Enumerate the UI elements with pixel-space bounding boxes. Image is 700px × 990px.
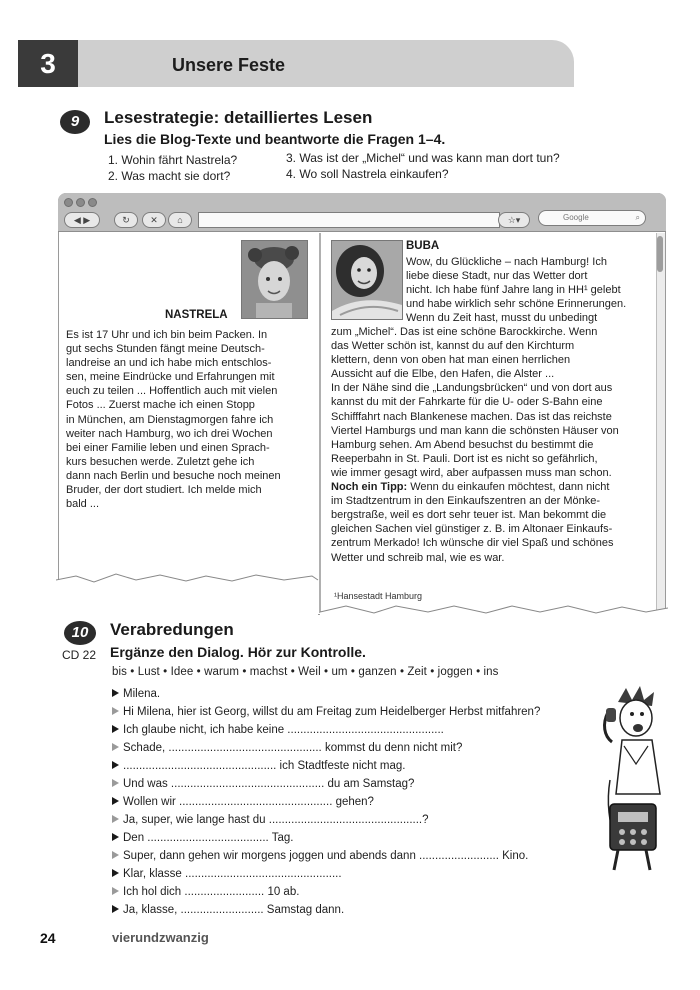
bookmark-star-icon[interactable]: ☆▾ <box>498 212 530 228</box>
question-4: 4. Wo soll Nastrela einkaufen? <box>286 167 449 181</box>
dialog-line: Ja, klasse, .......................... Samstag dann. <box>112 904 344 916</box>
nastrela-line: bald ... <box>66 498 100 511</box>
buba-line: Wow, du Glückliche – nach Hamburg! Ich <box>406 256 607 268</box>
nastrela-line: Es ist 17 Uhr und ich bin beim Packen. In <box>66 329 268 341</box>
buba-line: zum „Michel“. Das ist eine schöne Barockkirche. Wenn <box>331 326 598 338</box>
word-bank: bis • Lust • Idee • warum • machst • Weil • um • ganzen • Zeit • joggen • ins <box>112 666 499 678</box>
buba-name: BUBA <box>406 240 440 252</box>
dialog-line: Schade, ................................................ kommst du denn nicht mit? <box>112 742 462 754</box>
dialog-line: Den ...................................... Tag. <box>112 832 293 844</box>
tip-line: Wetter und schreib mal, wie es war. <box>331 551 505 564</box>
nastrela-line: landreise an und ich habe mich entschlos- <box>66 357 272 370</box>
footnote: ¹Hansestadt Hamburg <box>334 591 423 601</box>
speaker-arrow-icon <box>112 689 119 697</box>
speaker-arrow-icon <box>112 869 119 877</box>
question-3: 3. Was ist der „Michel“ und was kann man dort tun? <box>286 151 560 165</box>
dialog-line: Und was ................................................ du am Samstag? <box>112 778 414 790</box>
stop-icon[interactable]: ✕ <box>142 212 166 228</box>
nastrela-line: kurs besuchen werde. Zuletzt gehe ich <box>66 455 255 468</box>
tip-line: gleichen Sachen viel günstiger z. B. im Altonaer Einkaufs- <box>331 523 613 536</box>
search-input[interactable] <box>538 210 646 226</box>
dialog-line: Hi Milena, hier ist Georg, willst du am Freitag zum Heidelberger Herbst mitfahren? <box>112 706 540 718</box>
buba-blog-top <box>406 255 652 325</box>
buba-photo <box>331 240 403 320</box>
speaker-arrow-icon <box>112 815 119 823</box>
chapter-number: 3 <box>18 40 78 87</box>
back-forward-icon[interactable]: ◀ ▶ <box>64 212 100 228</box>
buba-line: klettern, denn von oben hat man einen herrlichen <box>331 354 571 367</box>
page-number: 24 <box>40 930 56 946</box>
chapter-title: Unsere Feste <box>172 55 286 75</box>
chapter-header-bar <box>18 40 574 87</box>
window-minimize-dot[interactable] <box>76 198 85 207</box>
buba-line: Viertel Hamburgs und man kann die schönsten Häuser von <box>331 424 619 437</box>
buba-blog-body <box>331 325 652 565</box>
exercise-9-number: 9 <box>60 110 90 134</box>
exercise-9-instruction: Lies die Blog-Texte und beantworte die Fragen 1–4. <box>104 131 446 147</box>
page-number-word: vierundzwanzig <box>112 930 209 945</box>
dialog-line: Klar, klasse ................................................. <box>112 868 342 880</box>
buba-tip-line <box>331 480 652 494</box>
tip-line: Wenn du einkaufen möchtest, dann nicht <box>410 481 610 494</box>
dialog-line: Wollen wir ................................................ gehen? <box>112 796 374 808</box>
buba-line: Schifffahrt nach Blankenese machen. Das ist das reichste <box>331 410 612 423</box>
search-icon[interactable]: ⌕ <box>635 213 640 222</box>
dialog-line: Ich hol dich ......................... 10 ab. <box>112 886 299 898</box>
cd-track: CD 22 <box>62 648 97 662</box>
phone-boy-illustration <box>596 684 668 872</box>
buba-line: In der Nähe sind die „Landungsbrücken“ und von dort aus <box>331 382 613 395</box>
torn-paper-edge <box>56 566 668 622</box>
speaker-arrow-icon <box>112 761 119 769</box>
nastrela-line: Fotos ... Zuerst mache ich einen Stopp <box>66 399 255 412</box>
reload-icon[interactable]: ↻ <box>114 212 138 228</box>
buba-line: und habe wirklich sehr schöne Erinnerungen. <box>406 298 627 311</box>
buba-line: kannst du mit der Fahrkarte für die U- oder S-Bahn eine <box>331 396 603 409</box>
nastrela-line: gut sechs Stunden fängt meine Deutsch- <box>66 343 265 356</box>
column-divider <box>319 233 321 613</box>
nastrela-photo <box>241 240 308 319</box>
question-1: 1. Wohin fährt Nastrela? <box>108 153 238 167</box>
nastrela-line: in München, am Dienstagmorgen fahre ich <box>66 413 274 426</box>
buba-line: liebe diese Stadt, nur das Wetter dort <box>406 270 588 283</box>
buba-line: Reeperbahn in St. Pauli. Dort ist es nicht so gefährlich, <box>331 452 598 465</box>
home-icon[interactable]: ⌂ <box>168 212 192 228</box>
speaker-arrow-icon <box>112 725 119 733</box>
scrollbar-thumb[interactable] <box>657 236 663 272</box>
search-placeholder: Google <box>563 213 589 222</box>
speaker-arrow-icon <box>112 707 119 715</box>
buba-line: Hamburg sehen. Am Abend besuchst du bestimmt die <box>331 438 594 451</box>
tip-line: im Stadtzentrum in den Einkaufszentren an der Mönke- <box>331 495 601 508</box>
buba-line: Aussicht auf die Elbe, den Hafen, die Alster ... <box>331 368 555 381</box>
nastrela-blog-text <box>66 328 306 511</box>
question-2: 2. Was macht sie dort? <box>108 169 231 183</box>
nastrela-line: weiter nach Hamburg, wo ich drei Wochen <box>66 427 273 440</box>
buba-line: Wenn du Zeit hast, musst du unbedingt <box>406 312 598 325</box>
window-zoom-dot[interactable] <box>88 198 97 207</box>
nastrela-line: euch zu teilen ... Hoffentlich auch mit vielen <box>66 385 278 398</box>
speaker-arrow-icon <box>112 743 119 751</box>
dialog-line: Milena. <box>112 688 160 700</box>
tip-line: bergstraße, weil es dort sehr teuer ist. Man bekommt die <box>331 509 607 522</box>
dialog-line: Ja, super, wie lange hast du ................................................? <box>112 814 429 826</box>
nastrela-line: sen, meine Eindrücke und Erfahrungen mit <box>66 371 275 384</box>
speaker-arrow-icon <box>112 905 119 913</box>
address-bar[interactable] <box>198 212 500 228</box>
speaker-arrow-icon <box>112 797 119 805</box>
buba-line: das Wetter schön ist, kannst du auf den Kirchturm <box>331 340 575 353</box>
exercise-10-title: Verabredungen <box>110 620 234 639</box>
tip-line: zentrum Merkado! Ich wünsche dir viel Spaß und schönes <box>331 537 614 550</box>
nastrela-line: bei einer Familie leben und einen Sprach- <box>66 441 270 454</box>
scrollbar[interactable] <box>656 233 665 613</box>
dialog-line: Super, dann gehen wir morgens joggen und abends dann ......................... Kino. <box>112 850 528 862</box>
buba-line: wie immer gesagt wird, aber aufpassen muss man schon. <box>331 466 612 479</box>
exercise-9-title: Lesestrategie: detailliertes Lesen <box>104 108 373 127</box>
window-close-dot[interactable] <box>64 198 73 207</box>
speaker-arrow-icon <box>112 833 119 841</box>
speaker-arrow-icon <box>112 887 119 895</box>
speaker-arrow-icon <box>112 779 119 787</box>
nastrela-name: NASTRELA <box>165 309 228 321</box>
nastrela-line: dann nach Berlin und besuche noch meinen <box>66 469 281 482</box>
buba-line: nicht. Ich habe fünf Jahre lang in HH¹ gelebt <box>406 284 621 297</box>
dialog-line: Ich glaube nicht, ich habe keine ................................................. <box>112 724 444 736</box>
exercise-10-number: 10 <box>64 621 96 645</box>
speaker-arrow-icon <box>112 851 119 859</box>
nastrela-line: Bruder, der dort studiert. Ich melde mich <box>66 484 262 497</box>
exercise-10-instruction: Ergänze den Dialog. Hör zur Kontrolle. <box>110 644 366 660</box>
dialog-line: ................................................ ich Stadtfeste nicht mag. <box>112 760 406 772</box>
tip-label: Noch ein Tipp: <box>331 481 408 494</box>
